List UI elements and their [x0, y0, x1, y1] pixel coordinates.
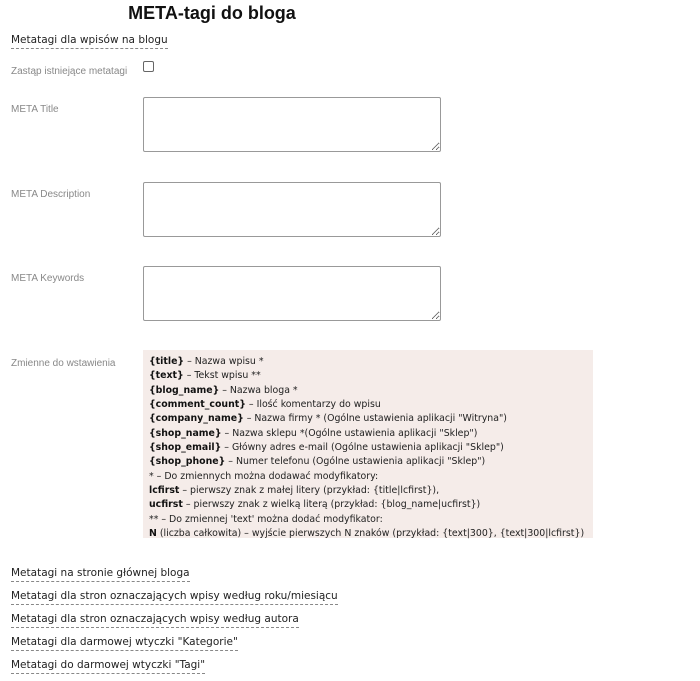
- variable-description: – Numer telefonu (Ogólne ustawienia aplikacji "Sklep"): [225, 456, 486, 468]
- variable-description: – Nazwa wpisu *: [184, 356, 264, 367]
- replace-checkbox[interactable]: [143, 61, 154, 72]
- variable-key: {blog_name}: [149, 384, 220, 396]
- meta-title-label: META Title: [11, 104, 59, 115]
- variable-description: – pierwszy znak z małej litery (przykład: {title|lcfirst}),: [179, 485, 440, 497]
- variable-key: {text}: [149, 370, 184, 382]
- meta-description-input[interactable]: [143, 182, 441, 237]
- section-link[interactable]: Metatagi do darmowej wtyczki "Tagi": [11, 659, 205, 674]
- variable-key: lcfirst: [149, 485, 180, 497]
- variable-key: {shop_email}: [149, 442, 222, 454]
- variable-description: (liczba całkowita) – wyjście pierwszych N znaków (przykład: {text|300}, {text|300|lcfirst}): [156, 528, 585, 540]
- variable-description: – Nazwa firmy * (Ogólne ustawienia aplikacji "Witryna"): [243, 413, 507, 425]
- variable-key: N: [149, 528, 157, 540]
- variable-line: [149, 384, 587, 398]
- variable-line: [149, 455, 587, 469]
- section-link[interactable]: Metatagi dla darmowej wtyczki "Kategorie": [11, 636, 238, 651]
- section-link-blog-posts[interactable]: Metatagi dla wpisów na blogu: [11, 34, 168, 49]
- meta-keywords-label: META Keywords: [11, 273, 85, 284]
- variable-description: * – Do zmiennych można dodawać modyfikatory:: [149, 470, 379, 482]
- variable-key: {shop_name}: [149, 427, 222, 439]
- variable-description: – Główny adres e-mail (Ogólne ustawienia aplikacji "Sklep"): [221, 442, 504, 454]
- variable-key: ucfirst: [149, 499, 183, 511]
- variable-line: [149, 498, 587, 512]
- variable-description: – pierwszy znak z wielką literą (przykład: {blog_name|ucfirst}): [182, 499, 481, 511]
- variable-key: {title}: [149, 356, 185, 367]
- variables-box: [143, 350, 593, 538]
- meta-description-label: META Description: [11, 189, 91, 200]
- meta-title-input[interactable]: [143, 97, 441, 152]
- variable-description: ** – Do zmiennej 'text' można dodać modyfikator:: [149, 513, 383, 525]
- section-link[interactable]: Metatagi na stronie głównej bloga: [11, 567, 190, 582]
- variable-line: [149, 484, 587, 498]
- variable-line: [149, 355, 587, 369]
- variable-key: {comment_count}: [149, 399, 246, 411]
- variable-line: [149, 441, 587, 455]
- variable-description: – Nazwa sklepu *(Ogólne ustawienia aplikacji "Sklep"): [221, 427, 478, 439]
- variable-line: [149, 369, 587, 383]
- section-link[interactable]: Metatagi dla stron oznaczających wpisy według autora: [11, 613, 299, 628]
- variables-label: Zmienne do wstawienia: [11, 358, 116, 369]
- variable-line: [149, 470, 587, 484]
- variable-line: [149, 398, 587, 412]
- variable-line: [149, 412, 587, 426]
- variable-key: {shop_phone}: [149, 456, 226, 468]
- variable-line: [149, 527, 587, 541]
- variable-key: {company_name}: [149, 413, 244, 425]
- variable-description: – Ilość komentarzy do wpisu: [245, 399, 381, 411]
- replace-label: Zastąp istniejące metatagi: [11, 66, 128, 77]
- variable-line: [149, 513, 587, 527]
- variable-description: – Tekst wpisu **: [183, 370, 261, 382]
- section-link[interactable]: Metatagi dla stron oznaczających wpisy według roku/miesiącu: [11, 590, 338, 605]
- meta-keywords-input[interactable]: [143, 266, 441, 321]
- variable-line: [149, 427, 587, 441]
- variable-description: – Nazwa bloga *: [219, 384, 298, 396]
- page-title: META-tagi do bloga: [128, 3, 296, 23]
